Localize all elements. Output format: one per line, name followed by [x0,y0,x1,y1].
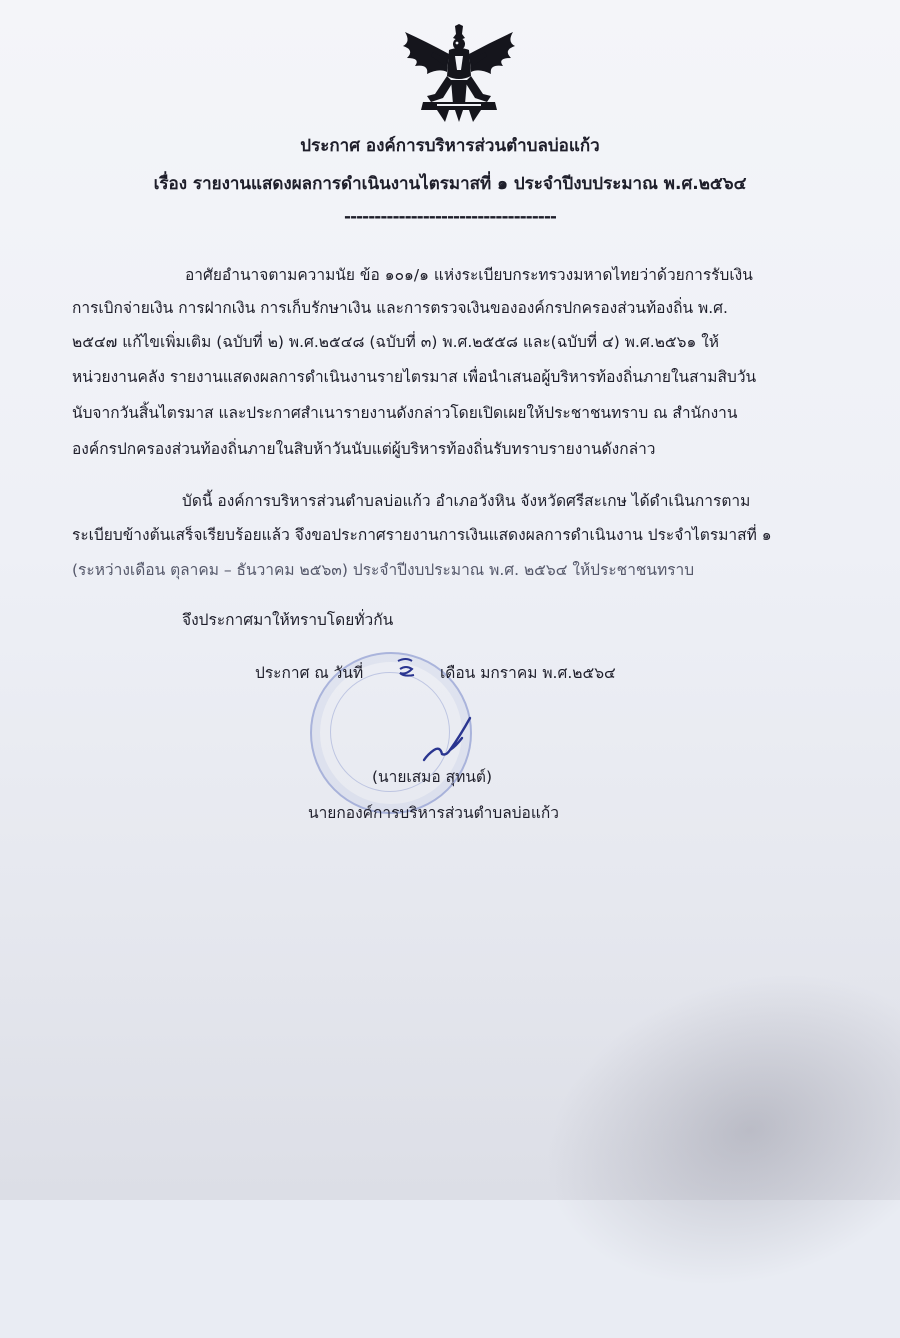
signer-name: (นายเสมอ สุทนต์) [372,768,493,786]
closing-statement: จึงประกาศมาให้ทราบโดยทั่วกัน [182,611,394,629]
paragraph1-line: อาศัยอำนาจตามความนัย ข้อ ๑๐๑/๑ แห่งระเบียบกระทรวงมหาดไทยว่าด้วยการรับเงิน [185,266,753,284]
paragraph1-line: ๒๕๔๗ แก้ไขเพิ่มเติม (ฉบับที่ ๒) พ.ศ.๒๕๔๘ (ฉบับที่ ๓) พ.ศ.๒๕๕๘ และ(ฉบับที่ ๔) พ.ศ.๒๕๖๑ ให้ [72,333,720,351]
paragraph1-line: หน่วยงานคลัง รายงานแสดงผลการดำเนินงานรายไตรมาส เพื่อนำเสนอผู้บริหารท้องถิ่นภายในสามสิบวัน [72,368,757,386]
paragraph1-line: นับจากวันสิ้นไตรมาส และประกาศสำเนารายงานดังกล่าวโดยเปิดเผยให้ประชาชนทราบ ณ สำนักงาน [72,404,738,422]
date-month-year: เดือน มกราคม พ.ศ.๒๕๖๔ [440,664,616,682]
garuda-emblem-icon [397,24,521,124]
title-divider: ----------------------------------- [344,207,556,227]
paragraph1-line: องค์กรปกครองส่วนท้องถิ่นภายในสิบห้าวันนับแต่ผู้บริหารท้องถิ่นรับทราบรายงานดังกล่าว [72,440,656,458]
paragraph1-line: การเบิกจ่ายเงิน การฝากเงิน การเก็บรักษาเงิน และการตรวจเงินขององค์กรปกครองส่วนท้องถิ่น พ.ศ. [72,299,728,317]
handwritten-day-mark [392,655,422,681]
handwritten-signature [420,716,480,766]
announcement-subject: เรื่อง รายงานแสดงผลการดำเนินงานไตรมาสที่ ๑ ประจำปีงบประมาณ พ.ศ.๒๕๖๔ [153,174,747,194]
signer-position: นายกองค์การบริหารส่วนตำบลบ่อแก้ว [308,804,559,822]
date-prefix: ประกาศ ณ วันที่ [255,664,364,682]
paragraph2-line: บัดนี้ องค์การบริหารส่วนตำบลบ่อแก้ว อำเภอวังหิน จังหวัดศรีสะเกษ ได้ดำเนินการตาม [182,492,751,510]
page-shadow [504,922,900,1337]
paragraph2-line: (ระหว่างเดือน ตุลาคม – ธันวาคม ๒๕๖๓) ประจำปีงบประมาณ พ.ศ. ๒๕๖๔ ให้ประชาชนทราบ [72,561,695,579]
announcement-title: ประกาศ องค์การบริหารส่วนตำบลบ่อแก้ว [300,136,600,156]
paragraph2-line: ระเบียบข้างต้นเสร็จเรียบร้อยแล้ว จึงขอประกาศรายงานการเงินแสดงผลการดำเนินงาน ประจำไตรมาสที่ ๑ [72,526,772,544]
